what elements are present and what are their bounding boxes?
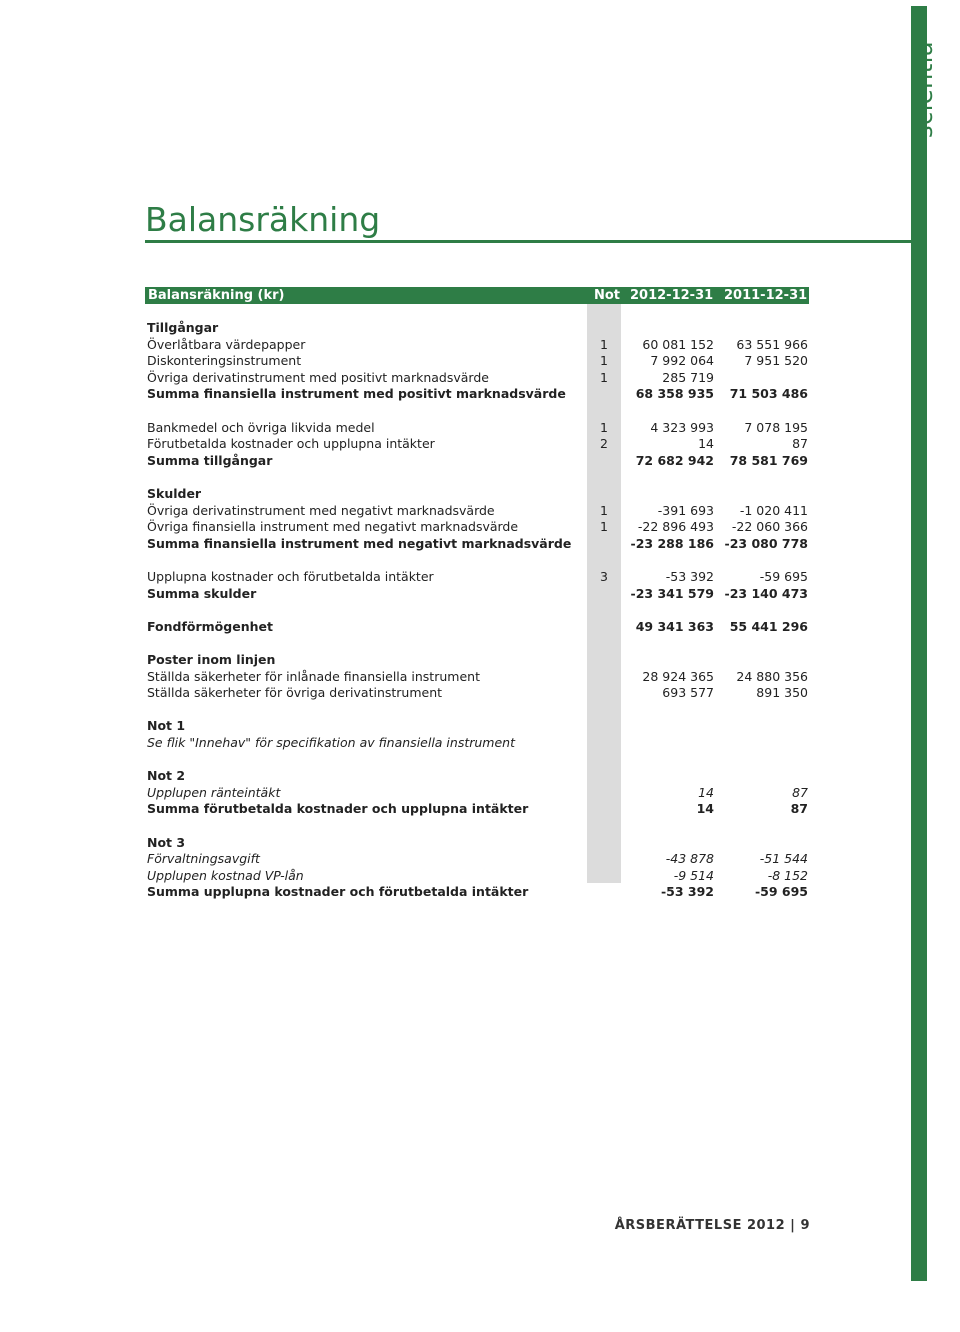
row-value-2011: -59 695 [759, 569, 808, 584]
row-value-2011: -51 544 [759, 851, 808, 867]
row-label: Summa skulder [147, 585, 257, 601]
row-value-2011: -23 140 473 [724, 585, 808, 601]
row-value-2011: 87 [790, 801, 808, 817]
row-value-2011: 7 078 195 [744, 419, 808, 435]
row-not: 1 [600, 419, 608, 435]
row-value-2012: -43 878 [665, 851, 714, 867]
row-label: Summa finansiella instrument med negativt marknadsvärde [147, 535, 572, 551]
row-value-2012: -53 392 [665, 569, 714, 584]
row-label: Se flik "Innehav" för specifikation av finansiella instrument [147, 735, 515, 750]
row-label: Fondförmögenhet [147, 618, 273, 634]
page-title: Balansräkning [145, 200, 381, 239]
row-value-2011: 55 441 296 [729, 618, 808, 634]
row-value-2012: 14 [698, 436, 714, 452]
row-value-2011: -59 695 [754, 884, 808, 900]
page-footer: ÅRSBERÄTTELSE 2012 | 9 [614, 1218, 810, 1233]
row-value-2011: -1 020 411 [739, 502, 808, 518]
row-value-2012: -53 392 [660, 884, 714, 900]
row-value-2012: -23 341 579 [630, 585, 714, 601]
brand-logo [895, 6, 938, 138]
row-label: Summa tillgångar [147, 452, 273, 468]
header-col-2011: 2011-12-31 [724, 288, 808, 303]
row-value-2011: -22 060 366 [731, 519, 808, 535]
row-label: Summa finansiella instrument med positivt marknadsvärde [147, 386, 566, 402]
row-value-2011: -23 080 778 [724, 535, 808, 551]
row-value-2012: -9 514 [673, 867, 714, 883]
row-value-2012: 4 323 993 [650, 419, 714, 435]
row-value-2012: 28 924 365 [642, 668, 714, 684]
row-label: Övriga derivatinstrument med positivt marknadsvärde [147, 369, 489, 385]
row-label: Bankmedel och övriga likvida medel [147, 419, 375, 435]
title-divider [145, 240, 915, 243]
row-label: Poster inom linjen [147, 652, 276, 667]
row-value-2012: 72 682 942 [635, 452, 714, 468]
row-value-2011: 87 [792, 436, 808, 452]
row-value-2012: 285 719 [662, 369, 714, 385]
row-not: 1 [600, 519, 608, 535]
row-not: 1 [600, 353, 608, 369]
row-not: 2 [600, 436, 608, 452]
header-not: Not [594, 288, 621, 303]
row-label: Förutbetalda kostnader och upplupna intäkter [147, 436, 435, 452]
row-label: Not 3 [147, 834, 186, 850]
row-value-2012: 60 081 152 [642, 336, 714, 352]
row-not: 3 [600, 569, 608, 584]
row-label: Not 1 [147, 718, 186, 734]
row-value-2012: 693 577 [662, 685, 714, 701]
row-value-2012: 49 341 363 [635, 618, 714, 634]
row-value-2012: -22 896 493 [637, 519, 714, 535]
brand-name: scientia [910, 40, 938, 138]
row-value-2011: 71 503 486 [729, 386, 808, 402]
row-label: Ställda säkerheter för inlånade finansiella instrument [147, 668, 480, 684]
row-not: 1 [600, 336, 608, 352]
row-label: Not 2 [147, 768, 186, 784]
green-sidebar-stripe [911, 6, 927, 1281]
row-value-2012: 68 358 935 [635, 386, 714, 402]
row-value-2011: -8 152 [767, 867, 808, 883]
row-label: Ställda säkerheter för övriga derivatinstrument [147, 685, 443, 701]
row-label: Summa förutbetalda kostnader och upplupna intäkter [147, 801, 529, 817]
row-not: 1 [600, 502, 608, 518]
row-label: Övriga derivatinstrument med negativt marknadsvärde [147, 502, 495, 518]
row-label: Förvaltningsavgift [147, 851, 260, 867]
row-value-2012: -23 288 186 [630, 535, 714, 551]
table-header [145, 287, 809, 304]
row-value-2012: 14 [698, 784, 714, 800]
row-label: Upplupen kostnad VP-lån [147, 867, 304, 883]
row-value-2011: 63 551 966 [736, 336, 808, 352]
row-label: Diskonteringsinstrument [147, 353, 302, 369]
row-label: Summa upplupna kostnader och förutbetalda intäkter [147, 884, 529, 900]
row-label: Upplupen ränteintäkt [147, 784, 281, 800]
row-label: Upplupna kostnader och förutbetalda intäkter [147, 569, 434, 584]
row-not: 1 [600, 369, 608, 385]
row-label: Överlåtbara värdepapper [147, 336, 306, 352]
row-value-2011: 78 581 769 [729, 452, 808, 468]
row-value-2011: 24 880 356 [736, 668, 808, 684]
row-value-2012: 7 992 064 [650, 353, 714, 369]
row-value-2011: 87 [792, 784, 808, 800]
row-label: Skulder [147, 486, 202, 501]
row-value-2012: -391 693 [657, 502, 714, 518]
header-label: Balansräkning (kr) [148, 288, 285, 303]
row-value-2011: 891 350 [756, 685, 808, 701]
row-label: Övriga finansiella instrument med negativt marknadsvärde [147, 519, 519, 535]
row-label: Tillgångar [147, 320, 219, 335]
header-col-2012: 2012-12-31 [630, 288, 714, 303]
row-value-2012: 14 [696, 801, 714, 817]
row-value-2011: 7 951 520 [744, 353, 808, 369]
